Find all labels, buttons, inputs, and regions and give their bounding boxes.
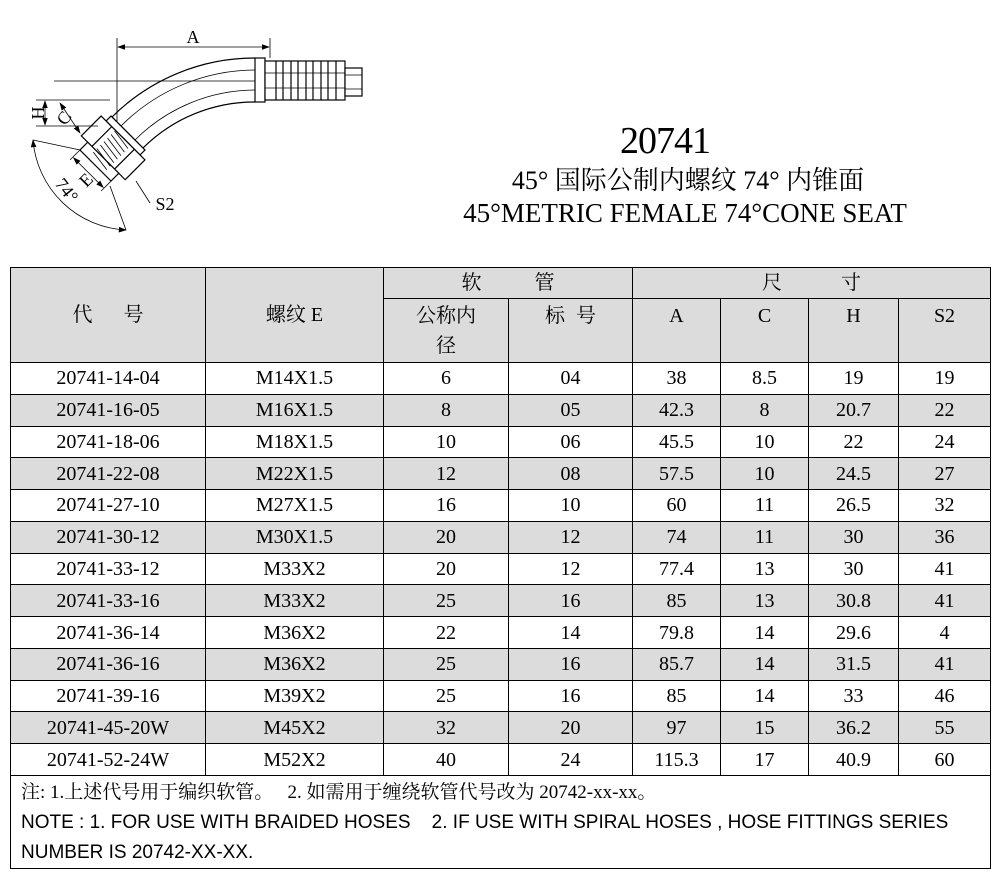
cell-nominal: 25: [384, 680, 509, 712]
cell-code: 20741-27-10: [11, 490, 206, 522]
cell-nominal: 6: [384, 363, 509, 395]
cell-s2: 27: [899, 458, 991, 490]
cell-thread: M22X1.5: [206, 458, 384, 490]
cell-nominal: 20: [384, 521, 509, 553]
cell-code: 20741-33-16: [11, 585, 206, 617]
cell-a: 115.3: [633, 744, 721, 776]
dimension-a: [118, 27, 269, 47]
table-row: [11, 458, 991, 490]
cell-mark: 05: [509, 394, 633, 426]
cell-thread: M27X1.5: [206, 490, 384, 522]
cell-nominal: 22: [384, 617, 509, 649]
cell-s2: 41: [899, 585, 991, 617]
cell-s2: 4: [899, 617, 991, 649]
cell-c: 13: [721, 553, 809, 585]
cell-h: 31.5: [809, 648, 899, 680]
cell-mark: 06: [509, 426, 633, 458]
fitting-body: [112, 58, 255, 148]
note-cn: 注: 1.上述代号用于编织软管。 2. 如需用于缠绕软管代号改为 20742-xx-xx。: [21, 781, 657, 803]
cell-s2: 41: [899, 648, 991, 680]
cell-a: 85: [633, 585, 721, 617]
cell-c: 10: [721, 426, 809, 458]
cell-nominal: 40: [384, 744, 509, 776]
cell-mark: 12: [509, 521, 633, 553]
cell-code: 20741-14-04: [11, 363, 206, 395]
table-row: [11, 553, 991, 585]
dim-e-label: E: [75, 169, 97, 191]
cell-s2: 19: [899, 363, 991, 395]
cell-c: 17: [721, 744, 809, 776]
cell-mark: 24: [509, 744, 633, 776]
cell-thread: M18X1.5: [206, 426, 384, 458]
part-code-title: 20741: [620, 120, 710, 162]
cell-code: 20741-18-06: [11, 426, 206, 458]
cell-a: 74: [633, 521, 721, 553]
dim-c-label: C: [52, 107, 76, 129]
cell-mark: 08: [509, 458, 633, 490]
cell-thread: M30X1.5: [206, 521, 384, 553]
cell-c: 11: [721, 490, 809, 522]
cell-thread: M33X2: [206, 553, 384, 585]
table-row: [11, 744, 991, 776]
cell-thread: M16X1.5: [206, 394, 384, 426]
cell-code: 20741-16-05: [11, 394, 206, 426]
cell-h: 29.6: [809, 617, 899, 649]
notes-row: [11, 775, 991, 868]
cell-h: 30: [809, 521, 899, 553]
cell-h: 24.5: [809, 458, 899, 490]
cell-code: 20741-33-12: [11, 553, 206, 585]
cell-nominal: 25: [384, 648, 509, 680]
cell-s2: 22: [899, 394, 991, 426]
cell-nominal: 10: [384, 426, 509, 458]
cell-s2: 60: [899, 744, 991, 776]
header-c: C: [721, 299, 809, 363]
dim-a-label: A: [186, 27, 200, 47]
cell-thread: M33X2: [206, 585, 384, 617]
cell-thread: M45X2: [206, 712, 384, 744]
table-row: [11, 521, 991, 553]
table-row: [11, 617, 991, 649]
header-h: H: [809, 299, 899, 363]
cell-c: 11: [721, 521, 809, 553]
cell-h: 19: [809, 363, 899, 395]
cell-nominal: 12: [384, 458, 509, 490]
cell-s2: 32: [899, 490, 991, 522]
cell-mark: 10: [509, 490, 633, 522]
cell-mark: 12: [509, 553, 633, 585]
cell-h: 30: [809, 553, 899, 585]
cell-code: 20741-30-12: [11, 521, 206, 553]
cell-s2: 55: [899, 712, 991, 744]
cell-a: 97: [633, 712, 721, 744]
cell-a: 45.5: [633, 426, 721, 458]
cell-a: 85.7: [633, 648, 721, 680]
header-thread: 螺纹 E: [206, 268, 384, 363]
cell-code: 20741-45-20W: [11, 712, 206, 744]
cell-c: 14: [721, 617, 809, 649]
cell-nominal: 20: [384, 553, 509, 585]
cell-mark: 14: [509, 617, 633, 649]
cell-mark: 16: [509, 648, 633, 680]
cell-s2: 46: [899, 680, 991, 712]
notes-cell: [11, 775, 991, 868]
cell-nominal: 8: [384, 394, 509, 426]
cell-h: 22: [809, 426, 899, 458]
header-code: 代 号: [11, 268, 206, 363]
cell-c: 14: [721, 680, 809, 712]
cell-thread: M39X2: [206, 680, 384, 712]
table-row: [11, 585, 991, 617]
cell-a: 42.3: [633, 394, 721, 426]
cell-a: 79.8: [633, 617, 721, 649]
cell-mark: 20: [509, 712, 633, 744]
cell-c: 13: [721, 585, 809, 617]
cell-code: 20741-52-24W: [11, 744, 206, 776]
part-title-en: 45°METRIC FEMALE 74°CONE SEAT: [463, 198, 907, 228]
cell-nominal: 16: [384, 490, 509, 522]
header-row-1: [11, 268, 991, 299]
table-row: [11, 680, 991, 712]
cell-a: 85: [633, 680, 721, 712]
cell-h: 30.8: [809, 585, 899, 617]
table-row: [11, 648, 991, 680]
note-en-line-1: NOTE : 1. FOR USE WITH BRAIDED HOSES 2. IF USE WITH SPIRAL HOSES , HOSE FITTINGS SERIES: [21, 811, 949, 833]
cell-nominal: 32: [384, 712, 509, 744]
header-a: A: [633, 299, 721, 363]
cell-thread: M36X2: [206, 648, 384, 680]
dim-s2-label: S2: [155, 194, 175, 214]
cell-c: 14: [721, 648, 809, 680]
cell-thread: M36X2: [206, 617, 384, 649]
header-dimensions: 尺 寸: [633, 268, 991, 299]
cell-a: 60: [633, 490, 721, 522]
cell-code: 20741-22-08: [11, 458, 206, 490]
cell-a: 38: [633, 363, 721, 395]
cell-h: 40.9: [809, 744, 899, 776]
dimension-s2: [136, 181, 175, 214]
cell-a: 77.4: [633, 553, 721, 585]
cell-nominal: 25: [384, 585, 509, 617]
cell-mark: 04: [509, 363, 633, 395]
swivel-nut: [64, 111, 150, 197]
header-hose: 软 管: [384, 268, 633, 299]
cell-s2: 36: [899, 521, 991, 553]
header-nominal-bore: 公称内径: [416, 305, 476, 357]
table-row: [11, 490, 991, 522]
cell-s2: 24: [899, 426, 991, 458]
ferrule: [255, 58, 362, 102]
cell-thread: M14X1.5: [206, 363, 384, 395]
cell-h: 26.5: [809, 490, 899, 522]
spec-table: [10, 267, 991, 869]
fitting-drawing: [0, 0, 380, 245]
table-row: [11, 363, 991, 395]
part-title-cn: 45° 国际公制内螺纹 74° 内锥面: [511, 166, 865, 195]
dimension-c: [52, 103, 80, 133]
note-en-line-2: NUMBER IS 20742-XX-XX.: [21, 841, 254, 863]
cell-c: 8: [721, 394, 809, 426]
header-s2: S2: [899, 299, 991, 363]
cell-c: 10: [721, 458, 809, 490]
dim-h-label: H: [28, 106, 48, 120]
header-hose-mark: 标 号: [509, 299, 633, 363]
cell-thread: M52X2: [206, 744, 384, 776]
table-row: [11, 394, 991, 426]
cell-h: 33: [809, 680, 899, 712]
cell-code: 20741-39-16: [11, 680, 206, 712]
cell-s2: 41: [899, 553, 991, 585]
cone-angle-label: 74°: [51, 174, 83, 207]
cell-mark: 16: [509, 585, 633, 617]
cell-code: 20741-36-16: [11, 648, 206, 680]
header-nominal-bore-cell: [384, 299, 509, 363]
cell-code: 20741-36-14: [11, 617, 206, 649]
table-row: [11, 426, 991, 458]
cell-h: 36.2: [809, 712, 899, 744]
cell-c: 15: [721, 712, 809, 744]
table-row: [11, 712, 991, 744]
cell-a: 57.5: [633, 458, 721, 490]
cell-c: 8.5: [721, 363, 809, 395]
cell-h: 20.7: [809, 394, 899, 426]
cell-mark: 16: [509, 680, 633, 712]
